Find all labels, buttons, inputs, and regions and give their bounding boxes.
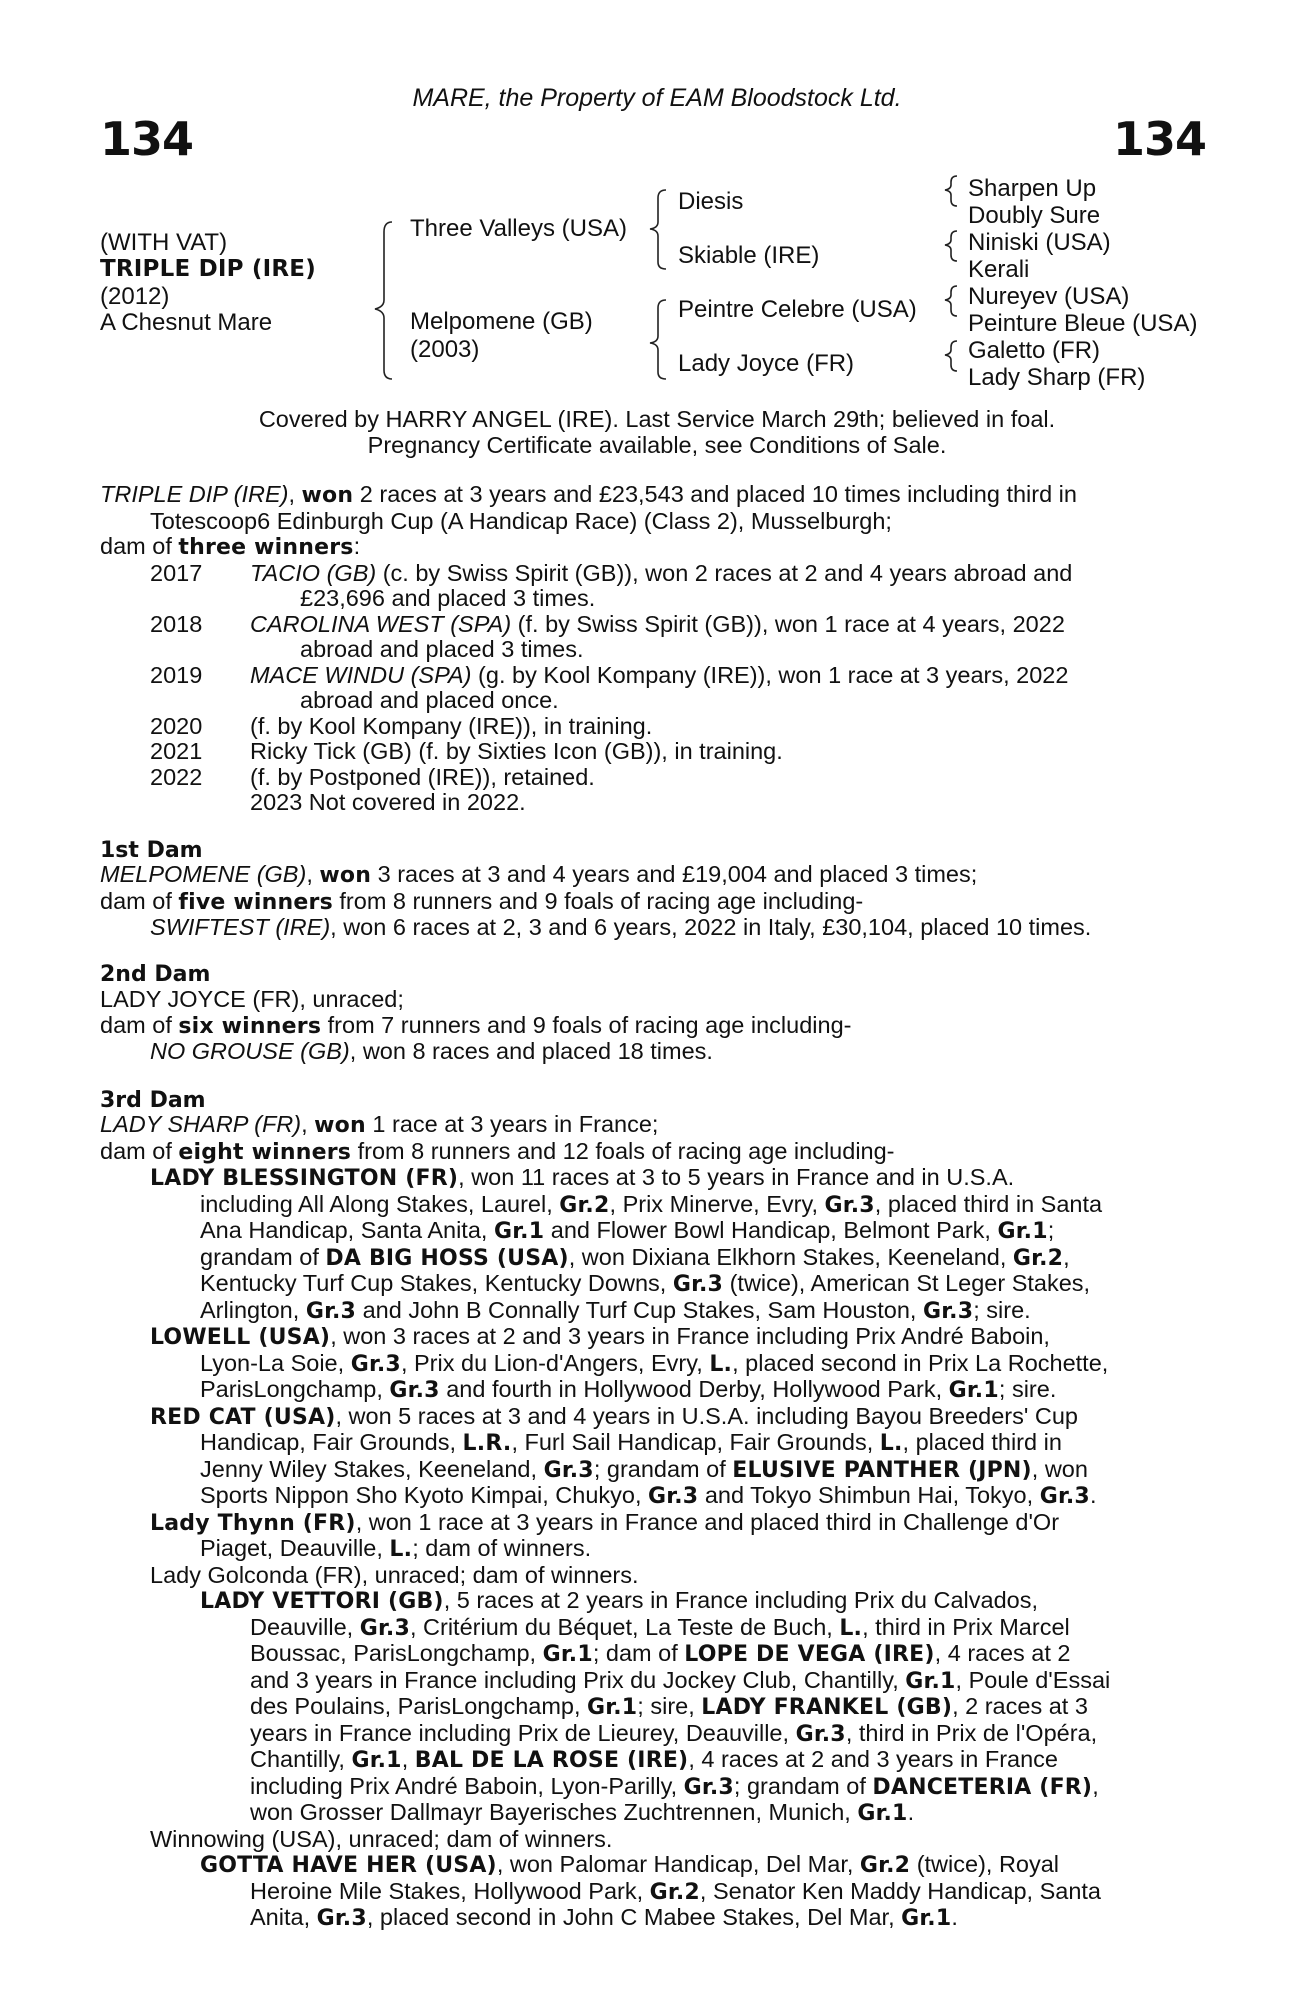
produce-row: 2020 (f. by Kool Kompany (IRE)), in training. — [150, 712, 653, 739]
produce-row: 2022 (f. by Postponed (IRE)), retained. — [150, 763, 595, 790]
won-bold: won — [301, 483, 354, 508]
pedigree-ggp: Nureyev (USA) — [968, 283, 1130, 310]
pedigree-dam-sire: Peintre Celebre (USA) — [678, 296, 917, 323]
grand-offspring-entry: LADY VETTORI (GB), 5 races at 2 years in France including Prix du Calvados, — [200, 1587, 1039, 1614]
first-dam-paragraph: MELPOMENE (GB), won 3 races at 3 and 4 years and £19,004 and placed 3 times; dam of five winners from 8 runners and 9 foals of racing age including- SWIFTEST (IRE), won 6 races at 2, 3 and 6 years, 2022 in Italy, £30,104, placed 10 times. — [100, 861, 1092, 940]
produce-row: 2018 CAROLINA WEST (SPA) (f. by Swiss Spirit (GB)), won 1 race at 4 years, 2022 — [150, 610, 1065, 637]
pedigree-dam-dam: Lady Joyce (FR) — [678, 350, 855, 377]
cover-note-line2: Pregnancy Certificate available, see Conditions of Sale. — [367, 431, 947, 458]
third-dam-paragraph: LADY SHARP (FR), won 1 race at 3 years in France; dam of eight winners from 8 runners and 12 foals of racing age including- LADY BLESSINGTON (FR), won 11 races at 3 to 5 years in France and in U.S.A. including All Along Stakes, Laurel, Gr.2, Prix Minerve, Evry, Gr.3, placed third in Santa Ana Handicap, Santa Anita, Gr.1 and Flower Bowl Handicap, Belmont Park, Gr.1; grandam of DA BIG HOSS (USA), won Dixiana Elkhorn Stakes, Keeneland, Gr.2, Kentucky Turf Cup Stakes, Kentucky Downs, Gr.3 (twice), American St Leger Stakes, Arlington, Gr.3 and John B Connally Turf Cup Stakes, Sam Houston, Gr.3; sire. LOWELL (USA), won 3 races at 2 and 3 years in France including Prix André Baboin, Lyon-La Soie, Gr.3, Prix du Lion-d'Angers, Evry, L., placed second in Prix La Rochette, ParisLongchamp, Gr.3 and fourth in Hollywood Derby, Hollywood Park, Gr.1; sire. RED CAT (USA), won 5 races at 3 and 4 years in U.S.A. including Bayou Breeders' Cup Handicap, Fair Grounds, L.R., Furl Sail Handicap, Fair Grounds, L., placed third in Jenny Wiley Stakes, Keeneland, Gr.3; grandam of ELUSIVE PANTHER (JPN), won Sports Nippon Sho Kyoto Kimpai, Chukyo, Gr.3 and Tokyo Shimbun Hai, Tokyo, Gr.3. Lady Thynn (FR), won 1 race at 3 years in France and placed third in Challenge d'Or Piaget, Deauville, L.; dam of winners. Lady Golconda (FR), unraced; dam of winners. LADY VETTORI (GB), 5 races at 2 years in France including Prix du Calvados, Deauville, Gr.3, Critérium du Béquet, La Teste de Buch, L., third in Prix Marcel Boussac, ParisLongchamp, Gr.1; dam of LOPE DE VEGA (IRE), 4 races at 2 and 3 years in France including Prix du Jockey Club, Chantilly, Gr.1, Poule d'Essai des Poulains, ParisLongchamp, Gr.1; sire, LADY FRANKEL (GB), 2 races at 3 years in France including Prix de Lieurey, Deauville, Gr.3, third in Prix de l'Opéra, Chantilly, Gr.1, BAL DE LA ROSE (IRE), 4 races at 2 and 3 years in France including Prix André Baboin, Lyon-Parilly, Gr.3; grandam of DANCETERIA (FR), won Grosser Dallmayr Bayerisches Zuchtrennen, Munich, Gr.1. Winnowing (USA), unraced; dam of winners. GOTTA HAVE HER (USA), won Palomar Handicap, Del Mar, Gr.2 (twice), Royal Heroine Mile Stakes, Hollywood Park, Gr.2, Senator Ken Maddy Handicap, Santa Anita, Gr.3, placed second in John C Mabee Stakes, Del Mar, Gr.1. — [100, 1112, 1206, 1932]
not-covered-note: 2023 Not covered in 2022. — [250, 789, 526, 815]
offspring-entry: LOWELL (USA), won 3 races at 2 and 3 years in France including Prix André Baboin, — [150, 1323, 1050, 1350]
vat-note: (WITH VAT) — [100, 229, 228, 256]
pedigree-dam: Melpomene (GB) — [410, 308, 593, 335]
pedigree-sire: Three Valleys (USA) — [410, 215, 627, 242]
winners-count: three winners — [178, 535, 354, 560]
intro-line: Totescoop6 Edinburgh Cup (A Handicap Race) (Class 2), Musselburgh; — [150, 507, 892, 534]
horse-name: TRIPLE DIP (IRE) — [100, 256, 316, 282]
produce-row-cont: abroad and placed 3 times. — [300, 636, 584, 662]
pedigree-ggp: Peinture Bleue (USA) — [968, 310, 1198, 337]
produce-row: 2021 Ricky Tick (GB) (f. by Sixties Icon (GB)), in training. — [150, 738, 783, 764]
pedigree-ggp: Niniski (USA) — [968, 229, 1111, 256]
cover-note — [0, 407, 1314, 458]
second-dam-heading: 2nd Dam — [100, 962, 211, 987]
intro-line: dam of three winners: — [100, 533, 361, 560]
offspring-entry: Winnowing (USA), unraced; dam of winners. — [150, 1825, 613, 1852]
third-dam-heading: 3rd Dam — [100, 1088, 206, 1113]
pedigree-sire-dam: Skiable (IRE) — [678, 242, 820, 269]
produce-row: 2017 TACIO (GB) (c. by Swiss Spirit (GB)), won 2 races at 2 and 4 years abroad and — [150, 559, 1073, 586]
pedigree-sire-sire: Diesis — [678, 188, 744, 215]
produce-row: 2019 MACE WINDU (SPA) (g. by Kool Kompany (IRE)), won 1 race at 3 years, 2022 — [150, 661, 1069, 688]
horse-description: A Chesnut Mare — [100, 309, 273, 336]
produce-row-cont: £23,696 and placed 3 times. — [300, 585, 596, 611]
first-dam-heading: 1st Dam — [100, 838, 203, 863]
pedigree-ggp: Sharpen Up — [968, 175, 1097, 202]
horse-name-italic: TRIPLE DIP (IRE) — [100, 481, 289, 507]
offspring-entry: RED CAT (USA), won 5 races at 3 and 4 years in U.S.A. including Bayou Breeders' Cup — [150, 1402, 1079, 1430]
pedigree-ggp: Doubly Sure — [968, 202, 1101, 229]
dam-name: MELPOMENE (GB) — [100, 861, 307, 887]
pedigree-ggp: Lady Sharp (FR) — [968, 364, 1146, 391]
page-subtitle: MARE, the Property of EAM Bloodstock Ltd. — [412, 84, 902, 112]
offspring-entry: LADY BLESSINGTON (FR), won 11 races at 3 to 5 years in France and in U.S.A. — [150, 1164, 1015, 1191]
offspring-entry: Lady Thynn (FR), won 1 race at 3 years in France and placed third in Challenge d'Or — [150, 1508, 1060, 1536]
intro-line: TRIPLE DIP (IRE), won 2 races at 3 years and £23,543 and placed 10 times including third in — [100, 481, 1077, 508]
pedigree-ggp: Kerali — [968, 256, 1030, 283]
pedigree-braces — [0, 0, 1314, 400]
cover-note-line1: Covered by HARRY ANGEL (IRE). Last Service March 29th; believed in foal. — [258, 406, 1056, 432]
lot-number-right: 134 — [1112, 112, 1206, 166]
lot-number-left: 134 — [100, 112, 194, 166]
intro-paragraph — [100, 482, 1206, 816]
pedigree-ggp: Galetto (FR) — [968, 337, 1101, 364]
horse-year: (2012) — [100, 283, 170, 310]
pedigree-dam-year: (2003) — [410, 336, 480, 363]
grand-offspring-entry: GOTTA HAVE HER (USA), won Palomar Handicap, Del Mar, Gr.2 (twice), Royal — [200, 1851, 1060, 1878]
offspring-entry: Lady Golconda (FR), unraced; dam of winners. — [150, 1561, 639, 1588]
produce-row-cont: abroad and placed once. — [300, 687, 559, 713]
second-dam-paragraph: LADY JOYCE (FR), unraced; dam of six winners from 7 runners and 9 foals of racing age including- NO GROUSE (GB), won 8 races and placed 18 times. — [100, 986, 852, 1064]
